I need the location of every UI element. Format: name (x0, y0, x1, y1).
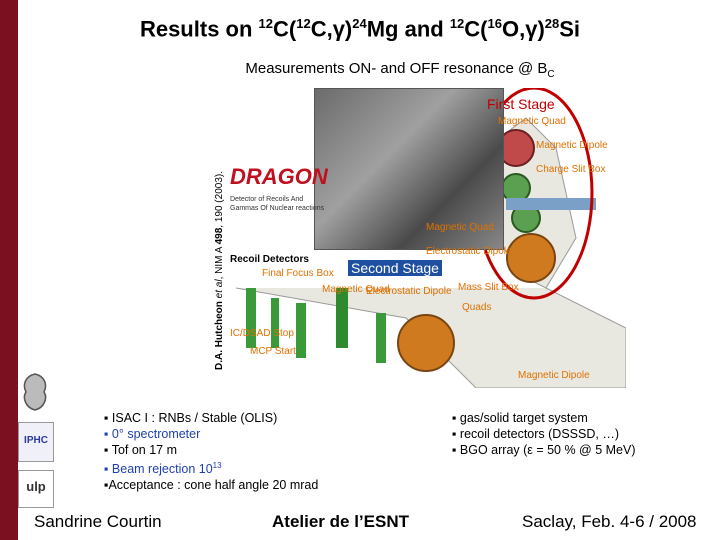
bullet-right-1: ▪ gas/solid target system (452, 411, 588, 425)
bullet-list-right (452, 410, 636, 458)
label-final-focus-box: Final Focus Box (262, 268, 334, 279)
bullet-right-3: ▪ BGO array (ε = 50 % @ 5 MeV) (452, 443, 636, 457)
label-charge-slit-box: Charge Slit Box (536, 164, 606, 175)
footer-event: Atelier de l’ESNT (272, 512, 409, 531)
bullet-left-4: ▪ Beam rejection $10^{13}$ (104, 461, 222, 477)
footer-author: Sandrine Courtin (34, 512, 162, 531)
label-recoil-detectors: Recoil Detectors (230, 254, 309, 265)
crest-logo (18, 372, 50, 412)
label-magnetic-dipole-top: Magnetic Dipole (536, 140, 608, 151)
bullet-right-2: ▪ recoil detectors (DSSSD, …) (452, 427, 619, 441)
first-stage-label: First Stage (487, 96, 555, 112)
citation-vertical: D.A. Hutcheon et al, NIM A 498, 190 (2003). (214, 171, 225, 370)
label-magnetic-quad-mid: Magnetic Quad (426, 222, 494, 233)
label-mass-slit-box: Mass Slit Box (458, 282, 519, 293)
label-mcp-start: MCP Start (250, 346, 296, 357)
bullet-left-3: ▪ Tof on 17 m (104, 443, 178, 457)
label-magnetic-dipole-low: Magnetic Dipole (518, 370, 590, 381)
ulp-logo: ulp (18, 470, 54, 508)
sidebar-accent-bar (0, 0, 18, 540)
bullet-left-2: ▪ 0° spectrometer (104, 427, 201, 441)
second-stage-label: Second Stage (348, 260, 442, 276)
slide-title: Results on $^{12}C(^{12}C,\gamma)^{24}Mg$ and $^{12}C(^{16}O,\gamma)^{28}Si$ (139, 16, 581, 42)
label-magnetic-quad-top: Magnetic Quad (498, 116, 566, 127)
label-ic-dsad-stop: IC/DSAD Stop (230, 328, 294, 339)
label-electrostatic-dipole-mid: Electrostatic Dipole (426, 246, 512, 257)
label-quads: Quads (462, 302, 492, 313)
dragon-tagline-1: Detector of Recoils And (230, 196, 304, 203)
footer-location-date: Saclay, Feb. 4-6 / 2008 (522, 512, 697, 531)
label-electrostatic-dipole-low: Electrostatic Dipole (366, 286, 452, 297)
iphc-logo: IPHC (18, 422, 54, 462)
dragon-tagline-2: Gammas Of Nuclear reactions (230, 205, 325, 212)
bullet-left-1: ▪ ISAC I : RNBs / Stable (OLIS) (104, 411, 278, 425)
dragon-logo: DRAGON (230, 164, 328, 189)
slide-subtitle: Measurements ON- and OFF resonance @ $B_C$ (245, 60, 555, 80)
bullet-list-left (104, 410, 318, 493)
bullet-left-5: ▪Acceptance : cone half angle 20 mrad (104, 478, 319, 493)
dragon-figure (226, 88, 626, 388)
label-magnetic-quad-low: Magnetic Quad (322, 284, 390, 295)
